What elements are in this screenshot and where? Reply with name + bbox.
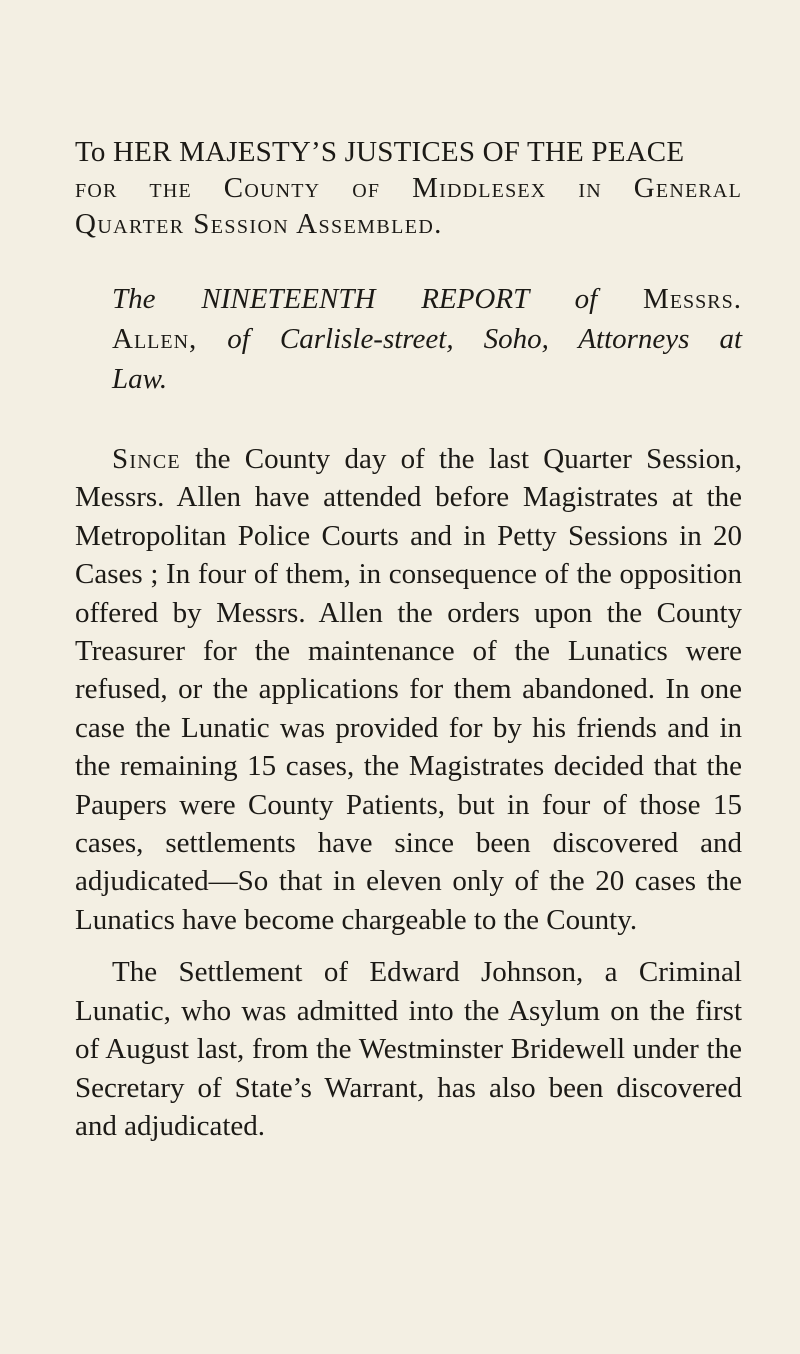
report-title xyxy=(75,279,742,399)
address-line-2: for the County of Middlesex in General xyxy=(75,172,742,204)
body-paragraph-1 xyxy=(75,440,742,939)
body-paragraph-2 xyxy=(75,953,742,1145)
address-heading xyxy=(75,134,742,242)
paragraph-lead-word: Since xyxy=(112,443,181,475)
address-line-3: Quarter Session Assembled. xyxy=(75,208,443,240)
report-title-line-2 xyxy=(112,319,742,359)
paragraph-1-text: the County day of the last Quarter Session, Messrs. Allen have attended before Magistrates at the Metropolitan Police Courts and in Petty Sessions in 20 Cases ; In four of them, in consequence of the opposition offered by Messrs. Allen the orders upon the County Treasurer for the maintenance of the Lunatics were refused, or the applications for them abandoned. In one case the Lunatic was provided for by his friends and in the remaining 15 cases, the Magistrates decided that the Paupers were County Patients, but in four of those 15 cases, settlements have since been discovered and adjudicated—So that in eleven only of the 20 cases the Lunatics have become chargeable to the County. xyxy=(75,443,742,936)
paragraph-2-text: The Settlement of Edward Johnson, a Criminal Lunatic, who was admitted into the Asylum on the first of August last, from the Westminster Bridewell under the Secretary of State’s Warrant, has also been discovered and adjudicated. xyxy=(75,956,742,1142)
report-title-firm: Allen, xyxy=(112,323,198,355)
report-title-line-3: Law. xyxy=(112,363,168,395)
address-line-1: To HER MAJESTY’S JUSTICES OF THE PEACE xyxy=(75,136,685,168)
report-title-messrs: Messrs. xyxy=(643,283,742,315)
report-title-line-1 xyxy=(112,279,742,319)
report-title-ordinal: The NINETEENTH REPORT of xyxy=(112,283,598,315)
report-title-address: of Carlisle-street, Soho, Attorneys at xyxy=(227,323,742,355)
